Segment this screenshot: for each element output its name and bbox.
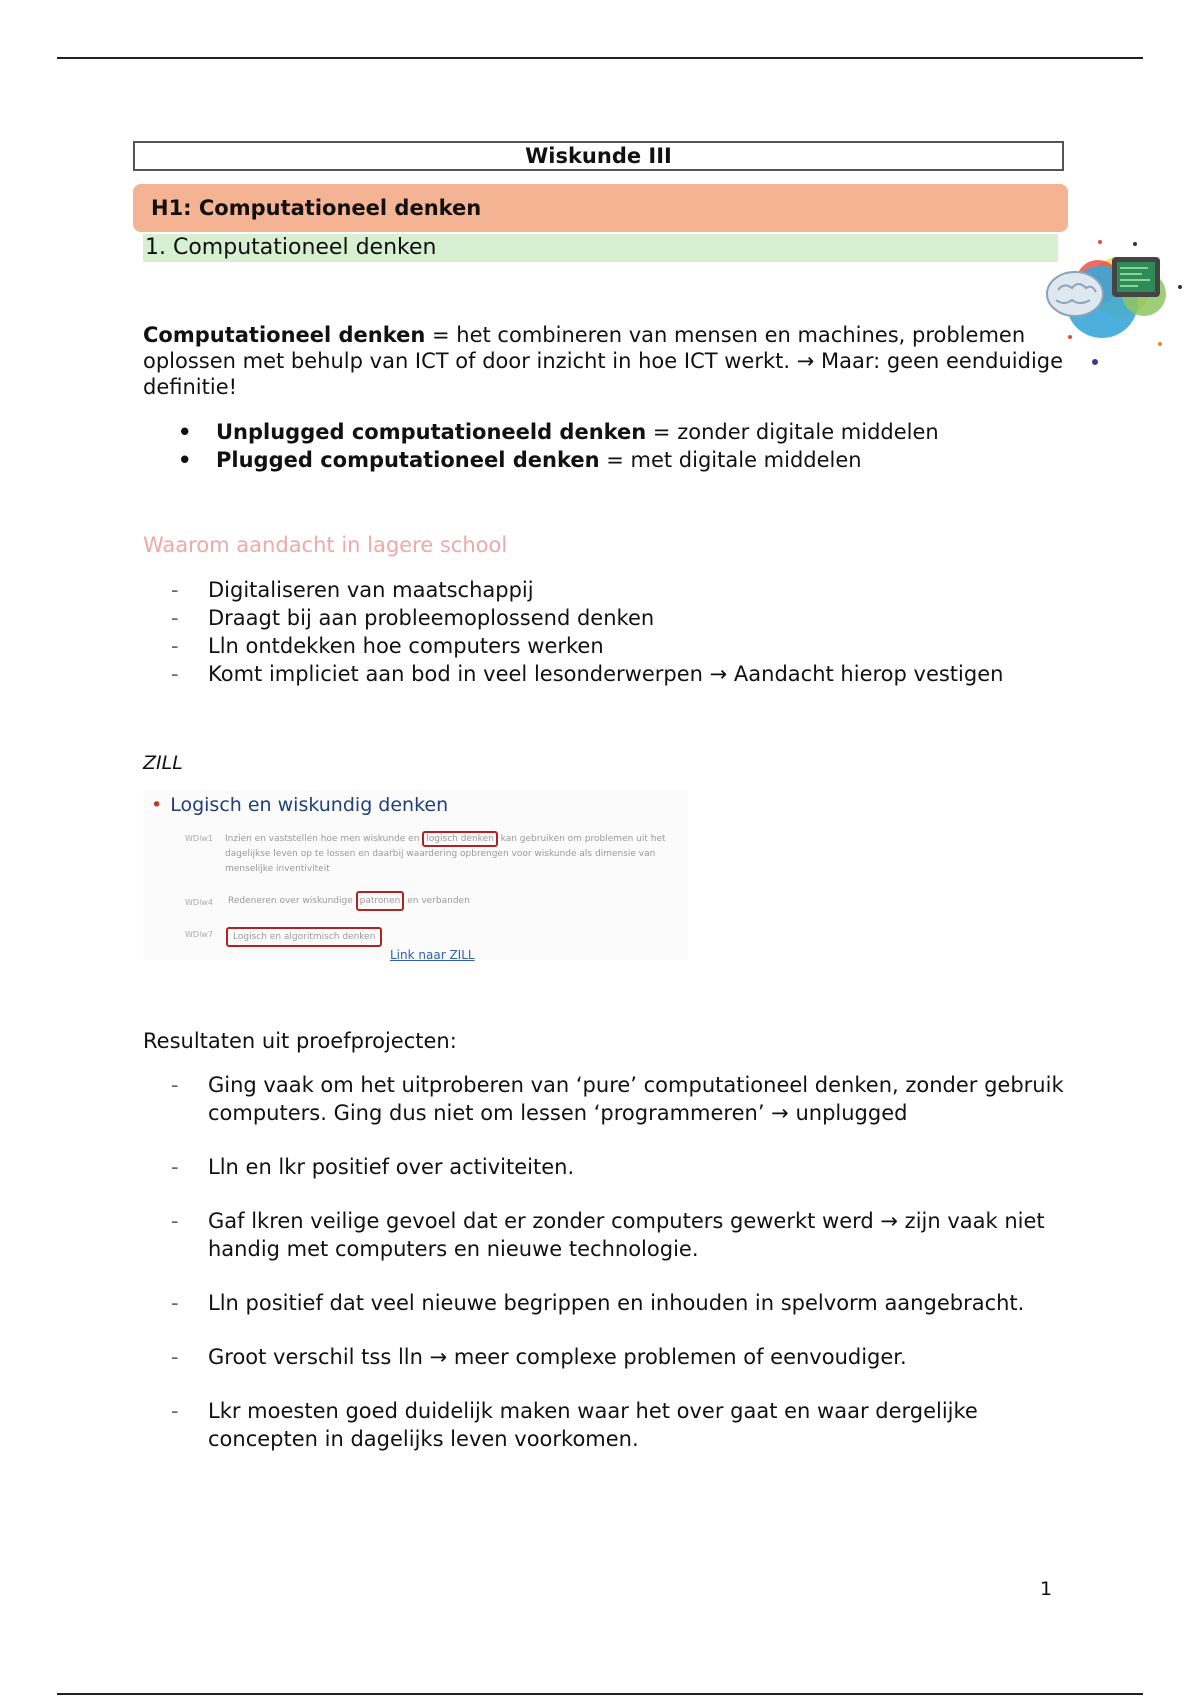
list-item: - Komt impliciet aan bod in veel lesonderwerpen → Aandacht hierop vestigen — [143, 660, 1073, 688]
zill-link[interactable]: Link naar ZILL — [390, 948, 475, 962]
why-list — [143, 576, 1073, 688]
results-heading: Resultaten uit proefprojecten: — [143, 1029, 457, 1053]
zill-label: ZILL — [143, 752, 183, 774]
list-item: - Groot verschil tss lln → meer complexe problemen of eenvoudiger. — [143, 1343, 1073, 1371]
definition-paragraph — [143, 322, 1068, 400]
zill-row-code: WDlw4 — [185, 898, 213, 907]
list-item: - Lln positief dat veel nieuwe begrippen en inhouden in spelvorm aangebracht. — [143, 1289, 1073, 1317]
list-item: - Digitaliseren van maatschappij — [143, 576, 1073, 604]
definition-term: Computationeel denken — [143, 323, 426, 347]
bottom-rule — [57, 1693, 1143, 1695]
chapter-heading: H1: Computationeel denken — [133, 184, 1068, 232]
zill-row-code: WDlw1 — [185, 834, 213, 843]
zill-row: Redeneren over wiskundige patronen en verbanden — [228, 896, 470, 906]
types-list — [143, 418, 1043, 474]
results-list — [143, 1071, 1073, 1479]
zill-row: Logisch en algoritmisch denken — [226, 927, 382, 947]
list-item: • Plugged computationeel denken = met digitale middelen — [143, 446, 1043, 474]
list-item: - Lln ontdekken hoe computers werken — [143, 632, 1073, 660]
definition-text: = het combineren van mensen en machines, problemen oplossen met behulp van ICT of door inzicht in hoe ICT werkt. → Maar: geen eenduidige definitie! — [143, 323, 1064, 399]
zill-heading: • Logisch en wiskundig denken — [151, 794, 449, 816]
zill-screenshot — [143, 790, 688, 960]
list-item: - Ging vaak om het uitproberen van ‘pure’ computationeel denken, zonder gebruik computers. Ging dus niet om lessen ‘programmeren’ → unplugged — [143, 1071, 1073, 1127]
document-title: Wiskunde III — [133, 141, 1064, 171]
list-item: - Lkr moesten goed duidelijk maken waar het over gaat en waar dergelijke concepten in dagelijks leven voorkomen. — [143, 1397, 1073, 1453]
list-item: - Gaf lkren veilige gevoel dat er zonder computers gewerkt werd → zijn vaak niet handig met computers en nieuwe technologie. — [143, 1207, 1073, 1263]
list-item: - Lln en lkr positief over activiteiten. — [143, 1153, 1073, 1181]
section-heading: 1. Computationeel denken — [143, 234, 1058, 262]
zill-row: Inzien en vaststellen hoe men wiskunde en logisch denken kan gebruiken om problemen uit het dagelijkse leven op te lossen en daarbij waardering opbrengen voor wiskunde als dimensie van menselijke inventiviteit — [225, 832, 685, 877]
page-number: 1 — [1040, 1578, 1053, 1600]
list-item: - Draagt bij aan probleemoplossend denken — [143, 604, 1073, 632]
list-item: • Unplugged computationeeld denken = zonder digitale middelen — [143, 418, 1043, 446]
why-heading: Waarom aandacht in lagere school — [143, 533, 508, 557]
zill-row-code: WDlw7 — [185, 930, 213, 939]
top-rule — [57, 57, 1143, 59]
